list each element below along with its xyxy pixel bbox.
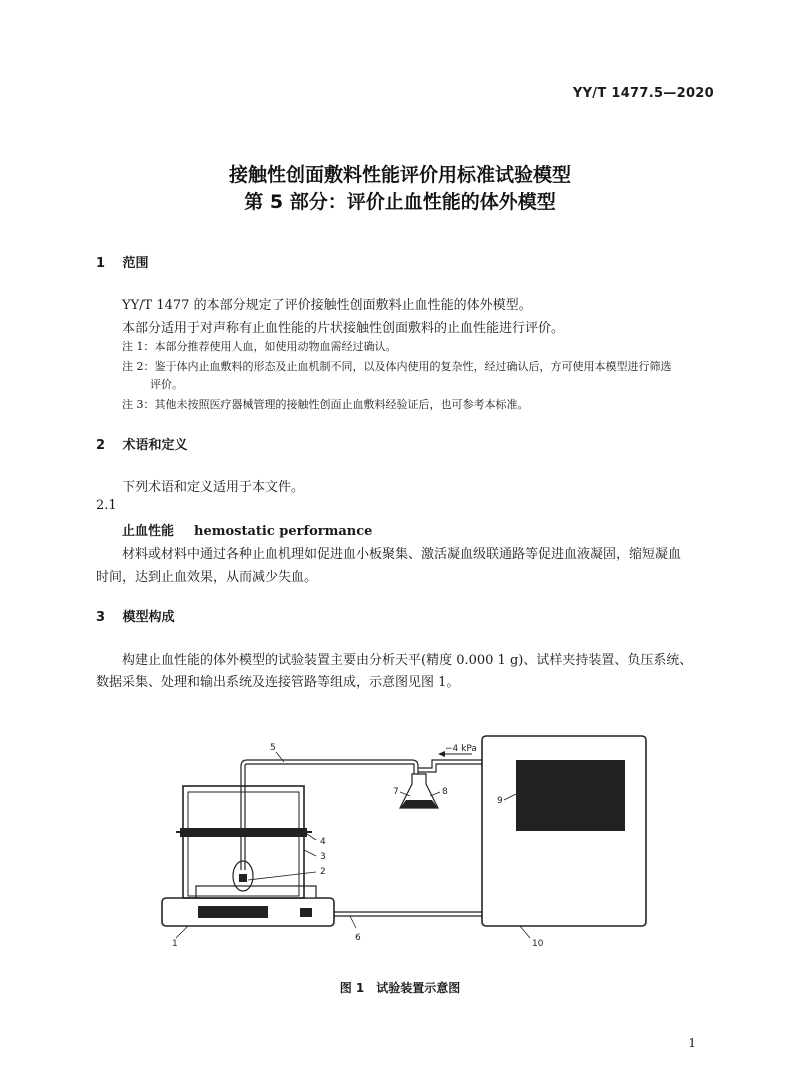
section-3-para-line-1: 构建止血性能的体外模型的试验装置主要由分析天平(精度 0.000 1 g)、试样夹持装置、负压系统、 [122,653,693,668]
tube-5-inner [245,764,414,774]
leader-6 [350,916,356,928]
leader-10 [520,926,530,938]
section-1-para-2: 本部分适用于对声称有止血性能的片状接触性创面敷料的止血性能进行评价。 [122,321,565,336]
balance-display [198,906,268,918]
leader-1 [176,926,188,938]
label-8: 8 [442,787,448,797]
term-english: hemostatic performance [194,524,373,539]
standard-code: YY/T 1477.5—2020 [572,86,714,101]
note-3: 注 3：其他未按照医疗器械管理的接触性创面止血敷料经验证后，也可参考本标准。 [122,398,529,411]
note-2-line-1: 注 2：鉴于体内止血敷料的形态及止血机制不同，以及体内使用的复杂性，经过确认后，方可使用本模型进行筛选 [122,360,672,373]
definition-line-2: 时间，达到止血效果，从而减少失血。 [96,570,318,585]
section-3-para-line-2: 数据采集、处理和输出系统及连接管路等组成，示意图见图 1。 [96,675,460,690]
leader-2 [248,872,316,880]
section-2-number: 2 [96,438,106,453]
section-2-intro: 下列术语和定义适用于本文件。 [122,480,305,495]
pressure-arrowhead [438,751,445,757]
title-line-1: 接触性创面敷料性能评价用标准试验模型 [228,164,571,186]
label-6: 6 [355,933,361,943]
title-line-2: 第 5 部分：评价止血性能的体外模型 [244,191,556,213]
page-number: 1 [688,1036,696,1050]
flask-liquid [400,800,438,808]
label-7: 7 [393,787,399,797]
label-10: 10 [532,939,544,949]
section-1-para-1: YY/T 1477 的本部分规定了评价接触性创面敷料止血性能的体外模型。 [122,298,532,313]
section-3-title: 模型构成 [122,610,175,625]
pressure-label: −4 kPa [445,744,477,754]
label-2: 2 [320,867,326,877]
balance-button [300,908,312,917]
clause-2-1: 2.1 [96,498,117,513]
note-1: 注 1：本部分推荐使用人血，如使用动物血需经过确认。 [122,340,397,353]
section-3-heading [96,606,175,625]
label-4: 4 [320,837,326,847]
label-3: 3 [320,852,326,862]
section-1-number: 1 [96,256,106,271]
section-2-title: 术语和定义 [122,438,188,453]
label-9: 9 [497,796,503,806]
tube-5-outer [241,760,418,774]
note-2-line-2: 评价。 [150,378,183,391]
term-entry [122,520,372,539]
term-chinese: 止血性能 [122,524,175,539]
definition-line-1: 材料或材料中通过各种止血机理如促进血小板聚集、激活凝血级联通路等促进血液凝固，缩短凝血 [122,547,682,562]
monitor-screen [516,760,625,831]
label-5: 5 [270,743,276,753]
section-1-title: 范围 [122,256,149,271]
sample [239,874,247,882]
label-1: 1 [172,939,178,949]
leader-3 [304,850,316,856]
section-2-heading [96,434,188,453]
leader-4 [307,834,316,840]
figure-caption: 图 1 试验装置示意图 [339,981,461,995]
clamp-bar [180,828,307,837]
section-3-number: 3 [96,610,106,625]
apparatus-diagram [150,730,670,960]
section-1-heading [96,252,149,271]
